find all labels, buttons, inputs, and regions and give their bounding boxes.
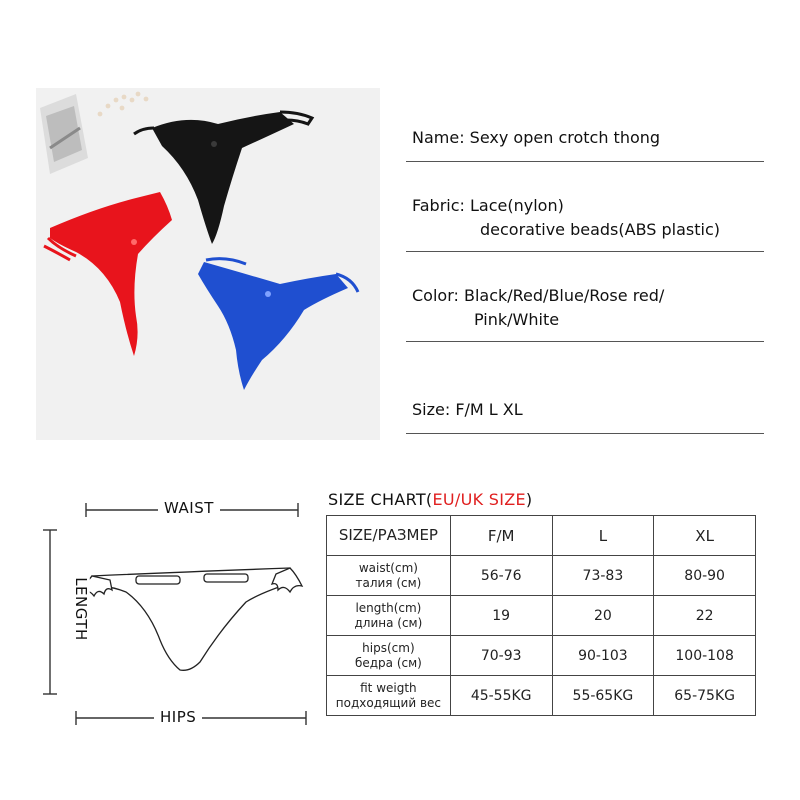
table-cell: 45-55KG: [450, 676, 552, 716]
table-cell: 19: [450, 596, 552, 636]
spec-size-block: [406, 342, 764, 434]
spec-name: Name: Sexy open crotch thong: [412, 128, 661, 147]
table-row: [327, 596, 756, 636]
product-photo: [36, 88, 380, 440]
size-chart-title-prefix: SIZE CHART(: [328, 490, 433, 509]
size-table: [326, 515, 756, 716]
row-label-en: fit weigth: [360, 680, 417, 695]
size-table-header-row: [327, 516, 756, 556]
spec-fabric-detail: decorative beads(ABS plastic): [480, 220, 721, 239]
table-cell: 80-90: [654, 556, 756, 596]
row-label-ru: длина (см): [354, 615, 423, 630]
spec-color-detail: Pink/White: [474, 310, 560, 329]
length-label: LENGTH: [72, 573, 90, 645]
row-label-weight: [327, 676, 451, 716]
pearl-string-prop: [98, 92, 149, 117]
row-label-en: waist(cm): [358, 560, 418, 575]
table-cell: 20: [552, 596, 654, 636]
size-chart-title-suffix: ): [525, 490, 533, 509]
table-cell: 22: [654, 596, 756, 636]
row-label-waist: [327, 556, 451, 596]
table-row: [327, 556, 756, 596]
table-row: [327, 676, 756, 716]
size-diagram: [40, 490, 320, 730]
row-label-length: [327, 596, 451, 636]
red-thong: [44, 192, 172, 356]
row-label-en: hips(cm): [362, 640, 415, 655]
table-cell: 73-83: [552, 556, 654, 596]
spec-name-block: [406, 88, 764, 162]
table-cell: 65-75KG: [654, 676, 756, 716]
hips-label: HIPS: [154, 708, 202, 726]
size-chart-title: [328, 490, 532, 509]
row-label-hips: [327, 636, 451, 676]
table-cell: 55-65KG: [552, 676, 654, 716]
table-cell: 90-103: [552, 636, 654, 676]
row-label-ru: бедра (см): [354, 655, 422, 670]
spec-fabric-block: [406, 162, 764, 252]
table-cell: 70-93: [450, 636, 552, 676]
blue-thong: [198, 259, 358, 390]
row-label-ru: подходящий вес: [335, 695, 442, 710]
spec-color-block: [406, 252, 764, 342]
row-label-en: length(cm): [355, 600, 422, 615]
product-photo-drawing: [36, 88, 380, 440]
size-chart-title-accent: EU/UK SIZE: [432, 490, 526, 509]
spec-fabric: Fabric: Lace(nylon): [412, 196, 564, 215]
magazine-prop: [40, 94, 88, 174]
size-col-xl: XL: [654, 516, 756, 556]
row-label-ru: талия (см): [355, 575, 422, 590]
table-cell: 100-108: [654, 636, 756, 676]
waist-label: WAIST: [158, 499, 220, 517]
table-row: [327, 636, 756, 676]
spec-color: Color: Black/Red/Blue/Rose red/: [412, 286, 665, 305]
size-table-header-label: SIZE/РАЗМЕР: [327, 516, 451, 556]
size-col-fm: F/M: [450, 516, 552, 556]
size-col-l: L: [552, 516, 654, 556]
table-cell: 56-76: [450, 556, 552, 596]
spec-size: Size: F/M L XL: [412, 400, 523, 419]
